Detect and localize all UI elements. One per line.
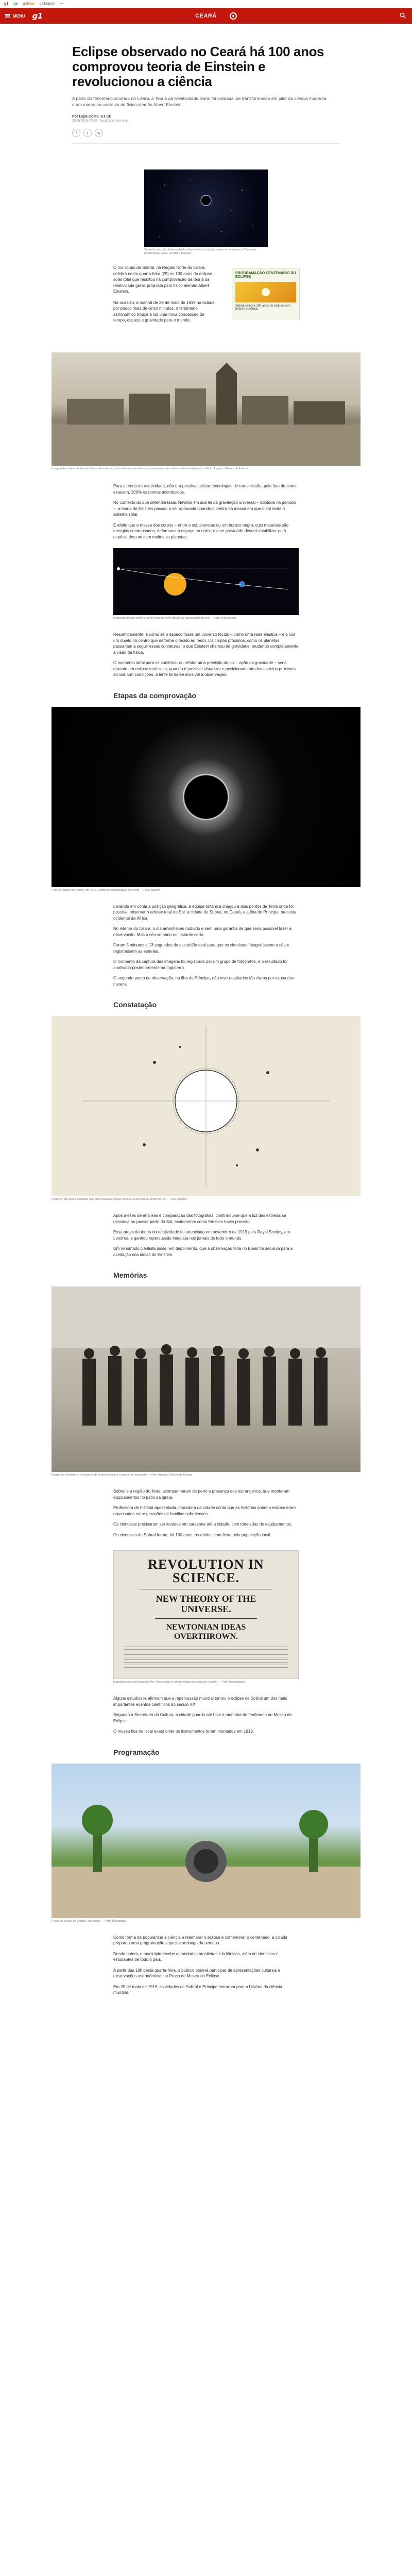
twitter-share-icon[interactable]: t: [83, 129, 92, 137]
ad-body: Sobral celebra 100 anos do eclipse com festival e ciência: [235, 304, 290, 311]
facebook-share-icon[interactable]: f: [72, 129, 80, 137]
paragraph: Professora de história aposentada, moradora da cidade conta que as histórias sobre o eclipse eram repassadas entre gerações de famílias sobralenses.: [113, 1505, 296, 1516]
paragraph: O momento da captura das imagens foi registrado por um grupo de fotógrafos, e o resultado foi analisado posteriormente na Inglaterra.: [113, 959, 287, 970]
figure-8-caption: Praça do Museu do Eclipse, em Sobral — Foto: Divulgação: [52, 1919, 126, 1923]
paragraph: O segundo ponto de observação, na Ilha do Príncipe, não teve resultados tão claros por causa das nuvens.: [113, 976, 294, 987]
paragraph: Os cientistas de Sobral foram, há 100 anos, recebidos com festa pela população local.: [113, 1532, 271, 1537]
region-title[interactable]: CEARÁ: [195, 13, 217, 19]
hamburger-icon: [5, 14, 10, 18]
paragraph: O município de Sobral, na Região Norte do Ceará, celebra nesta quarta-feira (29) os 100 anos do eclipse solar total que resultou na comprovação da teoria da relatividade geral, proposta pelo físico alemão Albert Einstein.: [113, 265, 212, 294]
paragraph: Sobral e a região do litoral acompanharam de perto a presença dos estrangeiros, que montaram equipamentos no pátio da igreja.: [113, 1489, 289, 1500]
section-programacao-text: [0, 1935, 412, 2016]
paragraph: É afeito que o massa dos corpos – entre o sol, planetas ou um buraco negro, cujo materiais são energias condensadas, deformava o espaço ao redor, e este gravidade deverá estabilizar no à espécie dos um com muitos os planetas.: [113, 522, 289, 539]
article-subtitle: A partir do fenômeno ocorrido no Ceará, a Teoria da Relatividade Geral foi validada, se transformando em pilar da ciência moderna e um marco no currículo do físico alemão Albert Einstein.: [72, 96, 327, 107]
section-resumo: [0, 632, 412, 678]
paragraph: Na ocasião, a manhã de 29 de maio de 1919 na cidade, por pouco mais de cinco minutos, o fenômeno astronômico trouxe à luz uma nova concepção de tempo, espaço e gravidade para o mundo.: [113, 300, 216, 323]
menu-label: MENU: [13, 13, 25, 19]
figure-7-caption: Manchete do jornal britânico The Times sobre a comprovação da teoria de Einstein — Foto: Reprodução: [113, 1681, 245, 1684]
paragraph: Segundo a Secretaria da Cultura, a cidade guarda até hoje a memória do fenômeno no Museu do Eclipse.: [113, 1713, 292, 1723]
figure-6-caption: Equipe de cientistas e moradores de Sobral reunidos à época da expedição — Foto: Arquivo / Museu do Eclipse: [52, 1473, 193, 1477]
paragraph: O momento ideal para se confirmar ou refutar uma previsão da luz – ação da gravidade – seria durante um eclipse total solar, quando é possível visualizar o posicionamento das estrelas próximas ao Sol. Em condições, a lente torna-se invisível à observação.: [113, 660, 296, 677]
figure-2-caption: Imagem da cidade de Sobral à época do eclipse; no local foram montados os instrumentos de observação do fenômeno — Foto: Arquivo / Museu do Eclipse: [52, 467, 248, 470]
topbar-g1-link[interactable]: g1: [4, 2, 9, 6]
topbar-more-icon[interactable]: •••: [60, 2, 64, 6]
figure-7: [0, 1550, 412, 1684]
article-header: [0, 24, 412, 137]
article-byline: Por Lígia Costa, G1 CE: [72, 115, 112, 118]
section-title-constatacao: Constatação: [113, 1001, 157, 1009]
old-sobral-photo: [52, 352, 360, 466]
site-header: [0, 8, 412, 24]
newspaper-body-lines: [124, 1647, 288, 1669]
paragraph: Um renomado cientista disse, em depoimento, que a observação feita no Brasil foi decisiva para a aceitação das ideias de Einstein.: [113, 1246, 293, 1257]
section-memorias-text: [0, 1488, 412, 1538]
section-theory: [0, 483, 412, 540]
section-etapas-text: [0, 904, 412, 988]
paragraph: O museu fica no local exato onde os instrumentos foram montados em 1919.: [113, 1729, 254, 1734]
group-silhouettes: [52, 1286, 360, 1472]
section-title-programacao: Programação: [113, 1748, 160, 1756]
figure-1-caption: Sobral é palco da observação do eclipse total do sol que ajudou a comprovar a Teoria da Relatividade Geral, de Albert Einstein.: [144, 248, 256, 255]
eclipse-corona-photo: [52, 707, 360, 887]
figure-8: [0, 1764, 412, 1923]
paragraph: Como forma de popularizar a ciência e relembrar o eclipse e comemorar o centenário, a cidade preparou uma programação especial ao longo da semana.: [113, 1935, 287, 1945]
figure-6: [0, 1286, 412, 1477]
paragraph: Para a teoria da relatividade, não era possível utilizar tecnologias de transmissão, pelo fato de como estavam, 100% os pontos acontecidos.: [113, 484, 297, 495]
newspaper-line-2: SCIENCE.: [172, 1570, 240, 1585]
figure-2: [0, 352, 412, 471]
newspaper-line-3: NEW THEORY OF THE: [156, 1594, 256, 1604]
figure-5-caption: Registro feito pelos cientistas que observaram o eclipse mostra as estrelas ao redor do Sol — Foto: Arquivo: [52, 1198, 187, 1201]
paragraph: A partir das 18h desta quarta-feira, o público poderá participar de apresentações culturais e observações astronômicas na Praça do Museu do Eclipse.: [113, 1968, 281, 1978]
section-title-memorias: Memórias: [113, 1271, 147, 1279]
group-photo: [52, 1286, 360, 1472]
newspaper-line-6: OVERTHROWN.: [174, 1632, 238, 1641]
star-plate-drawing: [52, 1016, 360, 1196]
topbar-ge-link[interactable]: ge: [13, 2, 18, 6]
corona: [52, 707, 360, 887]
article-title: Eclipse observado no Ceará há 100 anos comprovou teoria de Einstein e revolucionou a ciência: [72, 44, 324, 89]
paragraph: Foram 5 minutos e 13 segundos de escuridão total para que os cientistas fotografassem o céu e registrassem as estrelas.: [113, 943, 289, 954]
section-title-etapas: Etapas da comprovação: [113, 691, 197, 700]
article-dateline: 29/05/2019 07h00 · Atualizado há 5 anos: [72, 120, 129, 123]
paragraph: No interior do Ceará, o dia amanheceu nublado e sem uma garantia de que seria possível fazer a observação. Mas o céu se abriu no instante certo.: [113, 926, 291, 937]
museum-plaza-photo: [52, 1764, 360, 1918]
ad-box[interactable]: [232, 268, 300, 319]
menu-button[interactable]: [0, 14, 25, 19]
paragraph: Alguns estudiosos afirmam que a repercussão mundial tornou o eclipse de Sobral um dos mais importantes eventos científicos do século XX.: [113, 1696, 287, 1707]
paragraph: Resumidamente, é como se o espaço fosse um universo tecido – como uma rede elástica – e o Sol um objeto no centro que deforma o tecido ao redor. Os corpos próximos, como os planetas, passariam a seguir essas curvaturas, o que Einstein chamou de gravidade, mudando completamente a visão da física.: [113, 632, 299, 655]
newspaper-line-5: NEWTONIAN IDEAS: [166, 1623, 246, 1632]
paragraph: Após meses de análises e comparação das fotografias, confirmou-se que a luz das estrelas se desviava ao passar perto do Sol, exatamente como Einstein havia previsto.: [113, 1213, 286, 1224]
figure-4-caption: Foto do eclipse de Sobral, em 1919, usada na comprovação da teoria — Foto: Arquivo: [52, 888, 160, 892]
eclipse-sky-image: [144, 170, 268, 247]
share-bar: [72, 129, 340, 137]
search-icon[interactable]: [400, 12, 406, 19]
g1-logo[interactable]: g1: [32, 11, 43, 21]
topbar-globoplay-link[interactable]: globoplay: [39, 2, 55, 6]
section-constatacao-text: [0, 1213, 412, 1258]
figure-1: [0, 170, 412, 256]
newspaper-clipping: [113, 1550, 299, 1679]
whatsapp-share-icon[interactable]: w: [95, 129, 103, 137]
sun-icon: [258, 284, 273, 300]
star-plate-image: [52, 1016, 360, 1196]
globo-logo-icon: [230, 12, 237, 20]
figure-5: [0, 1016, 412, 1201]
town-sketch: [52, 352, 360, 466]
figure-3: [0, 548, 412, 620]
paragraph: Os cientistas precisaram ser levados em caravana até a cidade, com toneladas de equipamentos.: [113, 1522, 293, 1527]
figure-4: [0, 707, 412, 892]
paragraph: Desde ontem, o município recebe autoridades brasileiras e britânicas, além de cientistas e estudantes de todo o país.: [113, 1951, 279, 1962]
plaza-drawing: [52, 1764, 360, 1918]
figure-3-caption: Ilustração mostra como a luz de estrelas sofre desvio ao passar perto do Sol — Foto: Reprodução: [113, 617, 237, 620]
deflection-diagram: [113, 548, 299, 615]
globo-topbar: [0, 0, 412, 8]
newspaper-line-1: REVOLUTION IN: [148, 1557, 264, 1572]
divider: [72, 143, 340, 144]
paragraph: Em 29 de maio de 1919, as cidades de Sobral e Príncipe entraram para a história da ciência mundial.: [113, 1984, 282, 1995]
section-repercussao-text: [0, 1696, 412, 1735]
paragraph: Essa prova da teoria da relatividade foi anunciada em novembro de 1919 pela Royal Society, em Londres, e ganhou repercussão imediata nos jornais de todo o mundo.: [113, 1230, 290, 1241]
section-intro: [0, 265, 412, 342]
ad-sun-image: [235, 282, 296, 302]
paragraph: Levando em conta a posição geográfica, a equipe britânica chegou a dois pontos da Terra onde foi possível observar o eclipse total do Sol: a cidade de Sobral, no Ceará, e a Ilha do Príncipe, na costa ocidental da África.: [113, 904, 297, 921]
topbar-gshow-link[interactable]: gshow: [23, 2, 35, 6]
sky-stars: [144, 170, 268, 247]
paragraph: No contexto do que defendia Isaac Newton em sua lei da gravitação universal – adotada na período –, a teoria de Einstein passou a ser aprovada quando o centro da massa em que o sol visita o sistema solar.: [113, 500, 296, 517]
newspaper-line-4: UNIVERSE.: [181, 1604, 231, 1614]
ad-heading: PROGRAMAÇÃO CENTENÁRIO DO ECLIPSE: [235, 272, 296, 279]
light-deflection-illustration: [113, 548, 299, 615]
